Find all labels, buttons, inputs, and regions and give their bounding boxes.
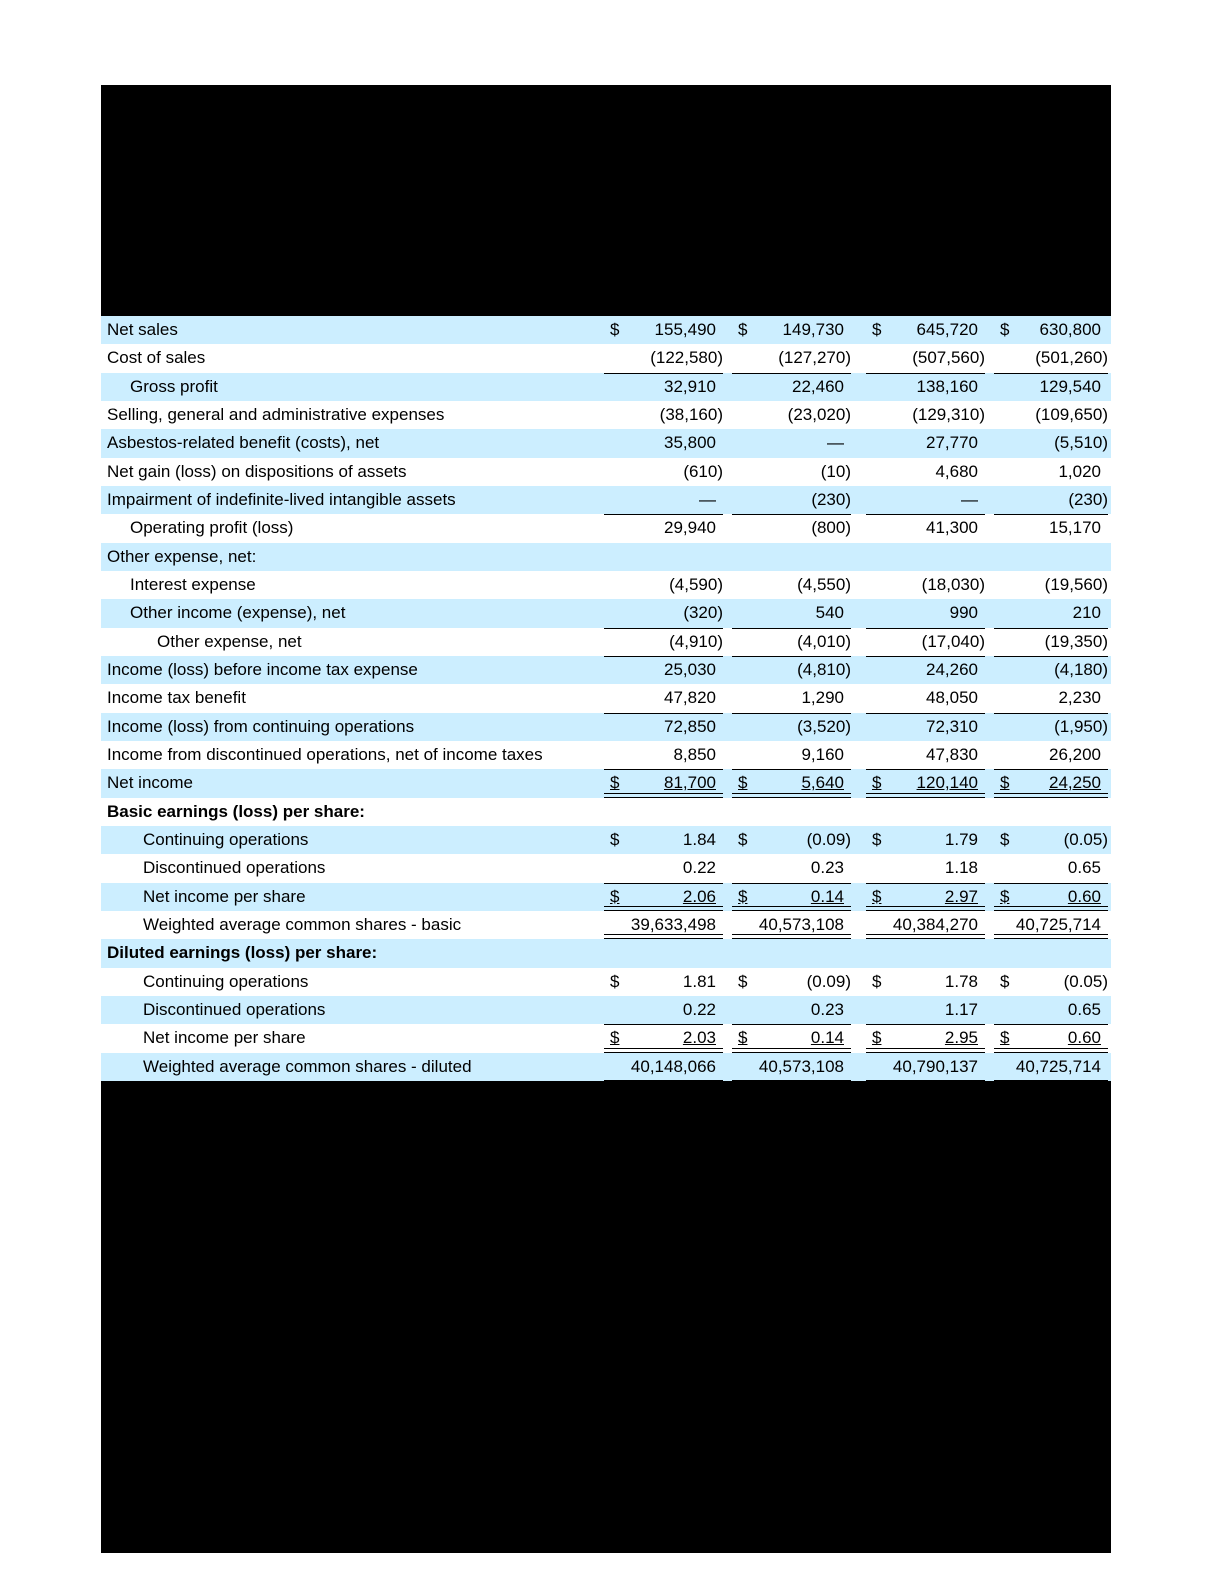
cell-value: 29,940 [664,518,716,538]
cell-value: 47,820 [664,688,716,708]
currency-symbol: $ [1000,971,1010,991]
table-row [101,939,1111,967]
currency-symbol: $ [610,971,620,991]
currency-symbol: $ [872,829,882,849]
value-cell [732,854,851,882]
table-row [101,968,1111,996]
cell-value: 5,640 [801,773,844,793]
row-label: Other expense, net [157,631,302,651]
row-label: Income tax benefit [107,688,246,708]
value-cell [866,599,985,627]
value-cell [604,401,723,429]
cell-value: (19,560) [1044,574,1108,594]
row-label: Weighted average common shares - diluted [143,1056,472,1076]
cell-value: (122,580) [650,348,723,368]
cell-value: (4,910) [669,631,723,651]
value-cell [866,769,985,797]
value-cell [994,316,1108,344]
row-label: Discontinued operations [143,999,326,1019]
value-cell [994,344,1108,372]
income-statement-table [101,316,1111,1081]
cell-value: 1,020 [1058,461,1101,481]
cell-value: 9,160 [801,744,844,764]
row-label: Diluted earnings (loss) per share: [107,943,378,963]
cell-value: 1,290 [801,688,844,708]
cell-value: (19,350) [1044,631,1108,651]
cell-value: — [699,489,716,509]
cell-value: 2,230 [1058,688,1101,708]
cell-value: 2.06 [682,886,716,906]
row-label: Income (loss) from continuing operations [107,716,415,736]
cell-value: (23,020) [787,404,851,424]
value-cell [866,373,985,401]
cell-value: 48,050 [926,688,978,708]
table-row [101,684,1111,712]
value-cell [732,599,851,627]
value-cell [994,826,1108,854]
row-label: Other expense, net: [107,546,257,566]
value-cell [866,854,985,882]
row-label: Net income [107,773,193,793]
value-cell [604,713,723,741]
value-cell [732,939,851,967]
row-label: Net income per share [143,1028,306,1048]
cell-value: 138,160 [916,376,978,396]
value-cell [866,486,985,514]
currency-symbol: $ [872,320,882,339]
table-row [101,769,1111,797]
value-cell [994,798,1108,826]
value-cell [604,826,723,854]
cell-value: 15,170 [1049,518,1101,538]
cell-value: 2.95 [944,1028,978,1048]
value-cell [732,996,851,1024]
value-cell [732,656,851,684]
cell-value: 0.65 [1067,999,1101,1019]
currency-symbol: $ [738,320,748,339]
value-cell [732,344,851,372]
cell-value: 81,700 [664,773,716,793]
table-row [101,996,1111,1024]
currency-symbol: $ [738,1028,748,1048]
cell-value: 4,680 [935,461,978,481]
currency-symbol: $ [738,971,748,991]
table-row [101,373,1111,401]
value-cell [732,486,851,514]
table-row [101,911,1111,939]
value-cell [994,458,1108,486]
cell-value: 149,730 [782,320,844,339]
value-cell [604,968,723,996]
cell-value: (17,040) [921,631,985,651]
table-row [101,571,1111,599]
value-cell [604,911,723,939]
value-cell [994,1024,1108,1052]
cell-value: 210 [1072,603,1101,623]
currency-symbol: $ [872,971,882,991]
cell-value: 1.79 [944,829,978,849]
table-row [101,883,1111,911]
cell-value: 40,790,137 [892,1056,978,1076]
cell-value: (610) [683,461,723,481]
cell-value: (4,810) [797,659,851,679]
value-cell [994,599,1108,627]
cell-value: 41,300 [926,518,978,538]
cell-value: 27,770 [926,433,978,453]
value-cell [866,316,985,344]
value-cell [866,628,985,656]
value-cell [994,684,1108,712]
currency-symbol: $ [872,773,882,793]
cell-value: (1,950) [1054,716,1108,736]
cell-value: (800) [811,518,851,538]
value-cell [732,429,851,457]
cell-value: (3,520) [797,716,851,736]
cell-value: 24,250 [1049,773,1101,793]
value-cell [604,741,723,769]
cell-value: 645,720 [916,320,978,339]
currency-symbol: $ [738,886,748,906]
value-cell [604,571,723,599]
value-cell [866,429,985,457]
cell-value: 0.60 [1067,886,1101,906]
value-cell [604,939,723,967]
row-label: Income from discontinued operations, net of income taxes [107,744,543,764]
cell-value: (0.09) [806,829,851,849]
table-row [101,1024,1111,1052]
cell-value: (4,010) [797,631,851,651]
cell-value: 1.84 [682,829,716,849]
value-cell [994,996,1108,1024]
value-cell [604,316,723,344]
row-label: Impairment of indefinite-lived intangible assets [107,489,456,509]
value-cell [604,883,723,911]
currency-symbol: $ [738,773,748,793]
cell-value: (38,160) [659,404,723,424]
cell-value: (0.05) [1063,829,1108,849]
cell-value: 8,850 [673,744,716,764]
row-label: Income (loss) before income tax expense [107,659,418,679]
redacted-header-block [101,85,1111,316]
value-cell [732,373,851,401]
cell-value: 540 [815,603,844,623]
row-label: Discontinued operations [143,858,326,878]
currency-symbol: $ [610,829,620,849]
table-row [101,458,1111,486]
cell-value: 1.18 [944,858,978,878]
row-label: Selling, general and administrative expenses [107,404,445,424]
table-row [101,741,1111,769]
table-row [101,429,1111,457]
value-cell [604,514,723,542]
value-cell [866,684,985,712]
currency-symbol: $ [872,1028,882,1048]
table-row [101,628,1111,656]
cell-value: 40,573,108 [758,1056,844,1076]
cell-value: (129,310) [912,404,985,424]
value-cell [732,741,851,769]
cell-value: 40,725,714 [1015,1056,1101,1076]
value-cell [604,458,723,486]
cell-value: (320) [683,603,723,623]
currency-symbol: $ [610,886,620,906]
value-cell [994,968,1108,996]
cell-value: (4,590) [669,574,723,594]
value-cell [732,713,851,741]
row-label: Continuing operations [143,829,309,849]
currency-symbol: $ [610,320,620,339]
value-cell [994,486,1108,514]
cell-value: 0.22 [682,858,716,878]
cell-value: 1.81 [682,971,716,991]
cell-value: — [961,489,978,509]
value-cell [866,1053,985,1081]
currency-symbol: $ [610,773,620,793]
value-cell [866,883,985,911]
row-label: Interest expense [130,574,256,594]
value-cell [994,401,1108,429]
cell-value: 22,460 [792,376,844,396]
value-cell [604,344,723,372]
value-cell [866,401,985,429]
value-cell [994,741,1108,769]
cell-value: 0.14 [810,886,844,906]
cell-value: 120,140 [916,773,978,793]
value-cell [866,939,985,967]
cell-value: (10) [820,461,851,481]
cell-value: (18,030) [921,574,985,594]
redacted-footer-block [101,1081,1111,1553]
cell-value: (127,270) [778,348,851,368]
value-cell [866,543,985,571]
row-label: Basic earnings (loss) per share: [107,801,365,821]
cell-value: 630,800 [1039,320,1101,339]
value-cell [604,996,723,1024]
cell-value: (0.05) [1063,971,1108,991]
value-cell [866,798,985,826]
cell-value: 32,910 [664,376,716,396]
value-cell [604,854,723,882]
row-label: Net sales [107,320,178,339]
cell-value: 0.60 [1067,1028,1101,1048]
row-label: Cost of sales [107,348,206,368]
value-cell [866,571,985,599]
value-cell [732,458,851,486]
value-cell [866,1024,985,1052]
value-cell [994,514,1108,542]
cell-value: 1.78 [944,971,978,991]
cell-value: 129,540 [1039,376,1101,396]
value-cell [604,798,723,826]
value-cell [732,543,851,571]
value-cell [732,316,851,344]
value-cell [994,656,1108,684]
row-label: Other income (expense), net [130,603,346,623]
value-cell [604,1024,723,1052]
cell-value: 24,260 [926,659,978,679]
cell-value: 39,633,498 [630,914,716,934]
value-cell [866,344,985,372]
value-cell [994,429,1108,457]
cell-value: 0.65 [1067,858,1101,878]
cell-value: 2.97 [944,886,978,906]
currency-symbol: $ [738,829,748,849]
cell-value: 72,850 [664,716,716,736]
cell-value: (4,180) [1054,659,1108,679]
currency-symbol: $ [1000,320,1010,339]
value-cell [994,543,1108,571]
value-cell [994,854,1108,882]
currency-symbol: $ [872,886,882,906]
value-cell [604,373,723,401]
cell-value: (5,510) [1054,433,1108,453]
value-cell [604,543,723,571]
cell-value: 40,384,270 [892,914,978,934]
value-cell [732,1024,851,1052]
row-label: Asbestos-related benefit (costs), net [107,433,380,453]
table-row [101,854,1111,882]
value-cell [604,769,723,797]
cell-value: 25,030 [664,659,716,679]
value-cell [604,684,723,712]
value-cell [866,713,985,741]
value-cell [866,996,985,1024]
table-row [101,344,1111,372]
value-cell [994,939,1108,967]
cell-value: 47,830 [926,744,978,764]
value-cell [994,911,1108,939]
value-cell [604,599,723,627]
cell-value: 40,148,066 [630,1056,716,1076]
value-cell [732,514,851,542]
cell-value: (109,650) [1035,404,1108,424]
value-cell [732,826,851,854]
cell-value: 35,800 [664,433,716,453]
value-cell [994,713,1108,741]
table-row [101,826,1111,854]
value-cell [994,769,1108,797]
value-cell [866,968,985,996]
cell-value: 40,573,108 [758,914,844,934]
table-row [101,401,1111,429]
cell-value: 26,200 [1049,744,1101,764]
cell-value: 0.22 [682,999,716,1019]
table-row [101,486,1111,514]
cell-value: (4,550) [797,574,851,594]
value-cell [866,514,985,542]
cell-value: 990 [949,603,978,623]
cell-value: 2.03 [682,1028,716,1048]
value-cell [866,911,985,939]
value-cell [994,373,1108,401]
cell-value: 72,310 [926,716,978,736]
cell-value: (230) [1068,489,1108,509]
cell-value: — [827,433,844,453]
cell-value: (0.09) [806,971,851,991]
value-cell [866,741,985,769]
table-row [101,713,1111,741]
value-cell [732,911,851,939]
value-cell [604,656,723,684]
row-label: Net gain (loss) on dispositions of assets [107,461,407,481]
cell-value: 0.23 [810,858,844,878]
row-label: Net income per share [143,886,306,906]
currency-symbol: $ [1000,773,1010,793]
value-cell [604,486,723,514]
table-row [101,599,1111,627]
value-cell [604,429,723,457]
value-cell [604,1053,723,1081]
value-cell [994,1053,1108,1081]
value-cell [732,571,851,599]
value-cell [866,458,985,486]
row-label: Gross profit [130,376,218,396]
cell-value: 40,725,714 [1015,914,1101,934]
cell-value: (501,260) [1035,348,1108,368]
row-label: Operating profit (loss) [130,518,294,538]
cell-value: 0.14 [810,1028,844,1048]
currency-symbol: $ [1000,829,1010,849]
table-row [101,798,1111,826]
row-label: Weighted average common shares - basic [143,914,462,934]
cell-value: (507,560) [912,348,985,368]
value-cell [994,883,1108,911]
table-row [101,514,1111,542]
value-cell [732,798,851,826]
value-cell [994,628,1108,656]
row-label: Continuing operations [143,971,309,991]
cell-value: 155,490 [654,320,716,339]
currency-symbol: $ [1000,886,1010,906]
currency-symbol: $ [610,1028,620,1048]
value-cell [732,1053,851,1081]
table-row [101,543,1111,571]
value-cell [732,684,851,712]
cell-value: 1.17 [944,999,978,1019]
table-row [101,656,1111,684]
value-cell [732,769,851,797]
cell-value: 0.23 [810,999,844,1019]
value-cell [866,656,985,684]
value-cell [732,968,851,996]
table-row [101,316,1111,344]
value-cell [732,883,851,911]
value-cell [604,628,723,656]
value-cell [994,571,1108,599]
value-cell [866,826,985,854]
value-cell [732,401,851,429]
currency-symbol: $ [1000,1028,1010,1048]
cell-value: (230) [811,489,851,509]
table-row [101,1053,1111,1081]
value-cell [732,628,851,656]
